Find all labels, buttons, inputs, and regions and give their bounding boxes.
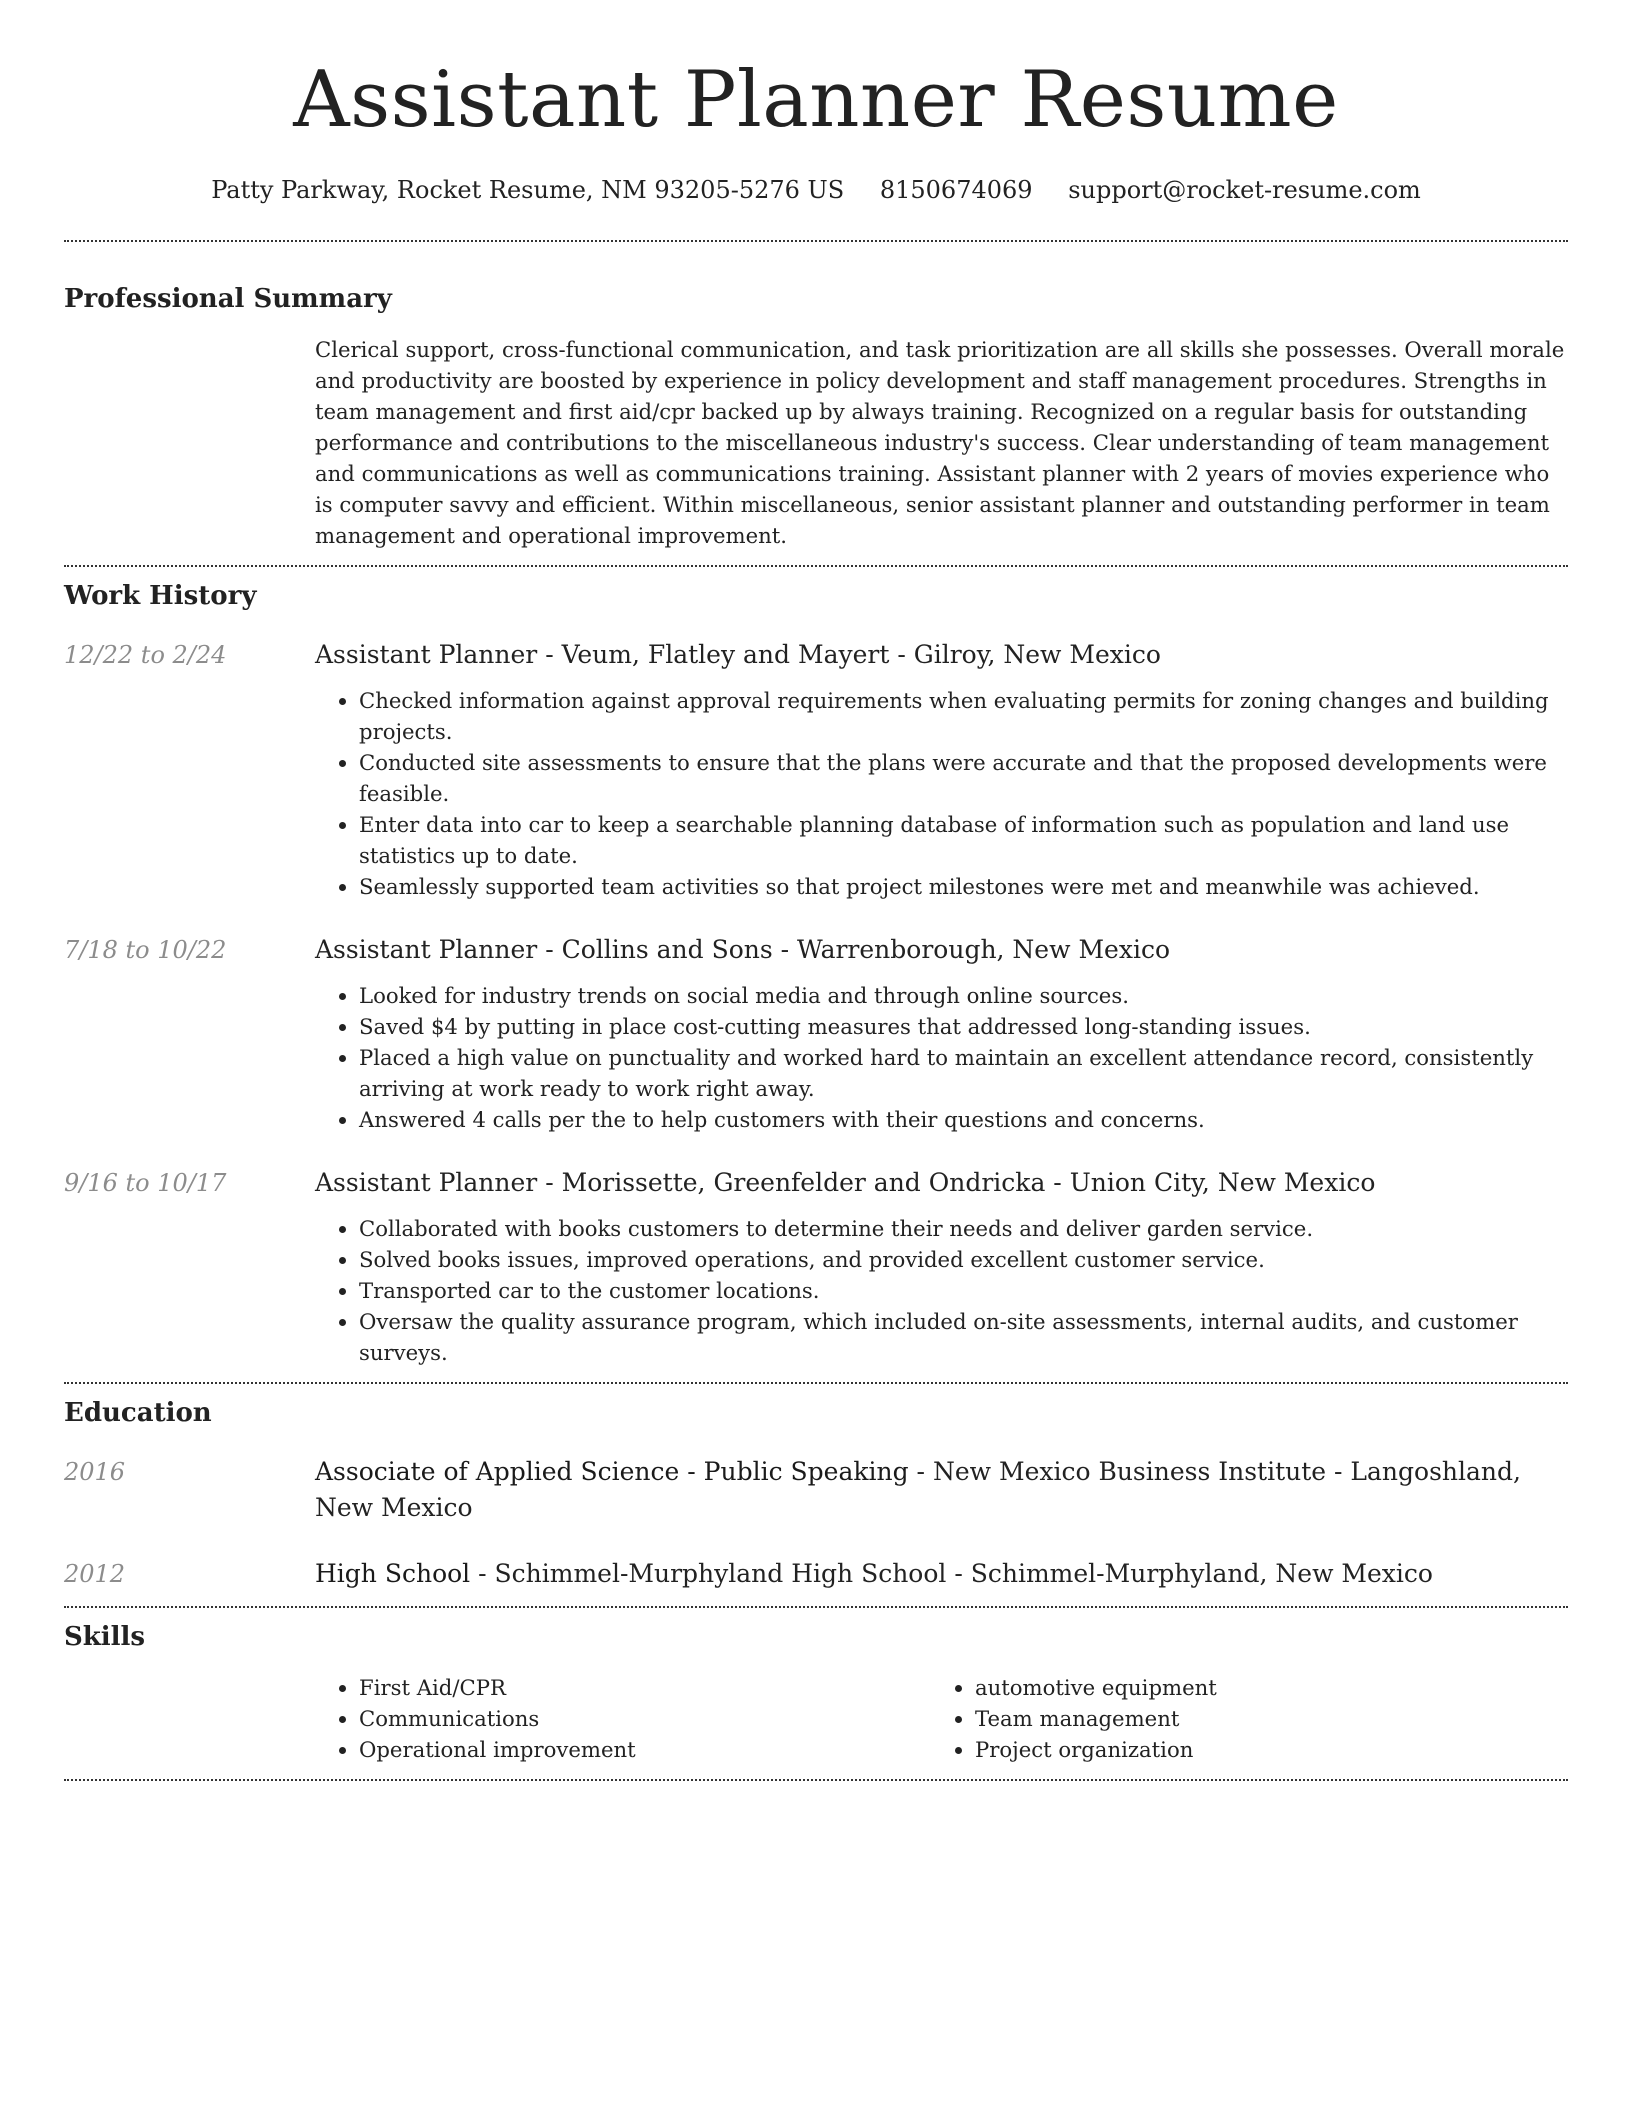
skill-item: • automotive equipment xyxy=(975,1672,1547,1703)
work-bullet: • Seamlessly supported team activities so that project milestones were met and meanwhile was achieved. xyxy=(359,871,1568,902)
school-details: - New Mexico Business Institute - Langoshland, New Mexico xyxy=(315,1457,1521,1522)
work-bullet: • Solved books issues, improved operations, and provided excellent customer service. xyxy=(359,1244,1568,1275)
work-entry xyxy=(64,1165,1568,1368)
resume-title: Assistant Planner Resume xyxy=(293,55,1339,145)
work-dates: 12/22 to 2/24 xyxy=(64,641,227,669)
contact-email: support@rocket-resume.com xyxy=(1068,176,1421,204)
skill-item: • Team management xyxy=(975,1703,1547,1734)
education-entry xyxy=(64,1556,1568,1592)
work-bullet: • Enter data into car to keep a searchable planning database of information such as population and land use statistics up to date. xyxy=(359,809,1568,871)
skill-item: • Project organization xyxy=(975,1734,1547,1765)
summary-heading: Professional Summary xyxy=(64,284,392,314)
education-heading-line xyxy=(315,1556,1568,1592)
work-heading xyxy=(315,932,1568,968)
job-details: - Collins and Sons - Warrenborough, New Mexico xyxy=(537,935,1170,964)
job-title: Assistant Planner xyxy=(315,935,538,964)
work-entry xyxy=(64,932,1568,1135)
job-details: - Morissette, Greenfelder and Ondricka - Union City, New Mexico xyxy=(537,1168,1376,1197)
school-details: - Schimmel-Murphyland High School - Schimmel-Murphyland, New Mexico xyxy=(470,1559,1433,1588)
degree-name: Associate of Applied Science - Public Speaking xyxy=(315,1457,909,1486)
work-bullets xyxy=(315,685,1568,902)
work-bullet: • Conducted site assessments to ensure that the plans were accurate and that the proposed developments were feasible. xyxy=(359,747,1568,809)
work-heading xyxy=(315,1165,1568,1201)
skill-item: • First Aid/CPR xyxy=(359,1672,931,1703)
work-dates: 7/18 to 10/22 xyxy=(64,936,227,964)
education-entry xyxy=(64,1454,1568,1526)
work-bullet: • Saved $4 by putting in place cost-cutting measures that addressed long-standing issues. xyxy=(359,1011,1568,1042)
work-bullet: • Placed a high value on punctuality and worked hard to maintain an excellent attendance record, consistently arriving at work ready to work right away. xyxy=(359,1042,1568,1104)
education-year: 2012 xyxy=(64,1560,126,1588)
divider xyxy=(64,565,1568,567)
education-heading-line xyxy=(315,1454,1568,1526)
contact-line xyxy=(64,174,1568,206)
contact-address: Patty Parkway, Rocket Resume, NM 93205-5276 US xyxy=(211,176,845,204)
skills-heading: Skills xyxy=(64,1622,146,1652)
work-bullet: • Collaborated with books customers to determine their needs and deliver garden service. xyxy=(359,1213,1568,1244)
work-heading xyxy=(315,637,1568,673)
work-bullet: • Looked for industry trends on social media and through online sources. xyxy=(359,980,1568,1011)
job-title: Assistant Planner xyxy=(315,640,538,669)
summary-text: Clerical support, cross-functional communication, and task prioritization are all skills she possesses. Overall morale and productivity are boosted by experience in policy development and staff management procedures. Strengths in team management and first aid/cpr backed up by always training. Recognized on a regular basis for outstanding performance and contributions to the miscellaneous industry's success. Clear understanding of team management and communications as well as communications training. Assistant planner with 2 years of movies experience who is computer savvy and efficient. Within miscellaneous, senior assistant planner and outstanding performer in team management and operational improvement. xyxy=(315,337,1565,548)
skill-item: • Communications xyxy=(359,1703,931,1734)
skills-column-right xyxy=(931,1672,1547,1765)
contact-phone: 8150674069 xyxy=(879,176,1033,204)
work-bullets xyxy=(315,980,1568,1135)
skill-item: • Operational improvement xyxy=(359,1734,931,1765)
education-year: 2016 xyxy=(64,1458,126,1486)
work-history-heading: Work History xyxy=(64,581,257,611)
work-bullet: • Answered 4 calls per the to help customers with their questions and concerns. xyxy=(359,1104,1568,1135)
work-bullets xyxy=(315,1213,1568,1368)
education-heading: Education xyxy=(64,1398,212,1428)
job-title: Assistant Planner xyxy=(315,1168,538,1197)
skills-list xyxy=(315,1672,1568,1765)
skills-column-left xyxy=(315,1672,931,1765)
divider xyxy=(64,1606,1568,1608)
divider xyxy=(64,1779,1568,1781)
work-entry xyxy=(64,637,1568,902)
work-bullet: • Checked information against approval requirements when evaluating permits for zoning changes and building projects. xyxy=(359,685,1568,747)
work-bullet: • Transported car to the customer locations. xyxy=(359,1275,1568,1306)
divider xyxy=(64,1382,1568,1384)
degree-name: High School xyxy=(315,1559,471,1588)
work-bullet: • Oversaw the quality assurance program, which included on-site assessments, internal audits, and customer surveys. xyxy=(359,1306,1568,1368)
education-list xyxy=(64,1454,1568,1592)
work-history-list xyxy=(64,637,1568,1368)
job-details: - Veum, Flatley and Mayert - Gilroy, New Mexico xyxy=(537,640,1161,669)
divider xyxy=(64,240,1568,242)
work-dates: 9/16 to 10/17 xyxy=(64,1169,227,1197)
